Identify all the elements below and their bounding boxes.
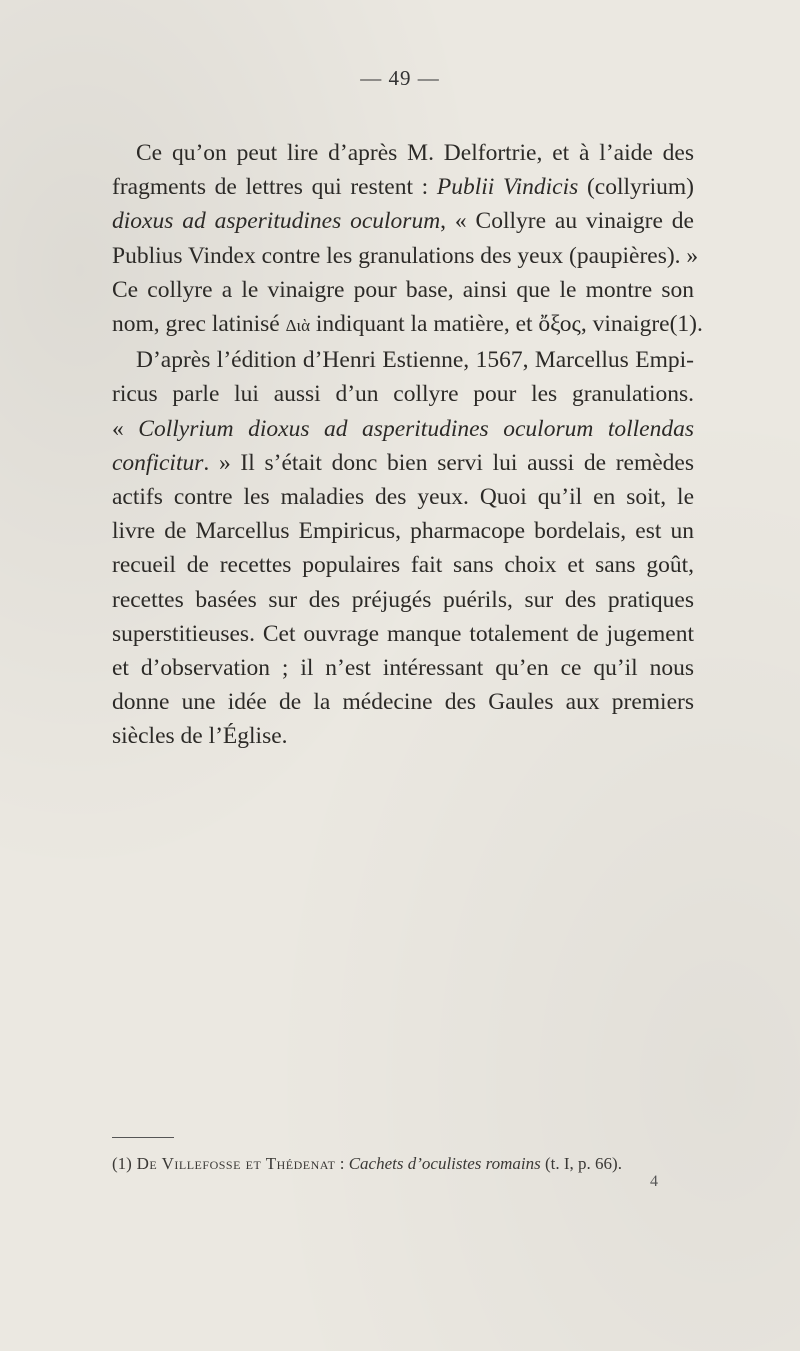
greek-word: Διὰ bbox=[285, 316, 311, 336]
text-line-2: fragments de lettres qui restent : Publii Vindicis (collyrium) bbox=[112, 174, 695, 201]
text-line-16: et d’observation ; il n’est intéressant qu’en ce qu’il nous bbox=[112, 655, 694, 682]
footnote-rule bbox=[112, 1137, 174, 1138]
text-line-4: Publius Vindex contre les granulations des yeux (paupières). » bbox=[112, 242, 699, 269]
footnote-ref: (1) bbox=[669, 311, 697, 338]
signature-mark: 4 bbox=[650, 1173, 658, 1190]
text-line-6: nom, grec latinisé Διὰ indiquant la matière, et ὄξος, vinaigre(1). bbox=[112, 311, 703, 338]
text-line-10: conficitur. » Il s’était donc bien servi lui aussi de remèdes bbox=[112, 449, 694, 476]
text-line-17: donne une idée de la médecine des Gaules aux premiers bbox=[112, 689, 694, 716]
footnote: (1) De Villefosse et Thédenat : Cachets d’oculistes romains (t. I, p. 66). bbox=[112, 1154, 622, 1173]
footnote-authors: De Villefosse et Thédenat bbox=[131, 1154, 336, 1173]
text-line-12: livre de Marcellus Empiricus, pharmacope bordelais, est un bbox=[112, 518, 694, 545]
text-line-9: « Collyrium dioxus ad asperitudines oculorum tollendas bbox=[112, 415, 695, 442]
text-line-8: ricus parle lui aussi d’un collyre pour les granulations. bbox=[112, 381, 694, 408]
text-line-13: recueil de recettes populaires fait sans choix et sans goût, bbox=[112, 552, 694, 579]
footnote-marker: (1) bbox=[112, 1154, 132, 1173]
latin-phrase: Collyrium dioxus ad asperitudines oculorum tollendas bbox=[138, 415, 695, 442]
footnote-ref-detail: (t. I, p. 66). bbox=[540, 1154, 622, 1173]
text-line-5: Ce collyre a le vinaigre pour base, ainsi que le montre son bbox=[112, 276, 694, 303]
text-line-3: dioxus ad asperitudines oculorum, « Collyre au vinaigre de bbox=[112, 208, 694, 235]
greek-word: ὄξος bbox=[538, 311, 581, 338]
latin-phrase: Publii Vindicis bbox=[436, 174, 579, 201]
text-line-14: recettes basées sur des préjugés puérils, sur des pratiques bbox=[112, 586, 694, 613]
page-number: — 49 — bbox=[360, 66, 440, 90]
footnote-title: Cachets d’oculistes romains bbox=[348, 1154, 541, 1173]
text-line-15: superstitieuses. Cet ouvrage manque totalement de jugement bbox=[112, 620, 694, 647]
body-paragraph bbox=[112, 136, 703, 754]
text-line-18: siècles de l’Église. bbox=[112, 723, 288, 750]
text-line-1: Ce qu’on peut lire d’après M. Delfortrie, et à l’aide des bbox=[136, 140, 694, 166]
text-line-7: D’après l’édition d’Henri Estienne, 1567, Marcellus Empi- bbox=[136, 347, 694, 374]
text-line-11: actifs contre les maladies des yeux. Quoi qu’il en soit, le bbox=[112, 484, 694, 511]
